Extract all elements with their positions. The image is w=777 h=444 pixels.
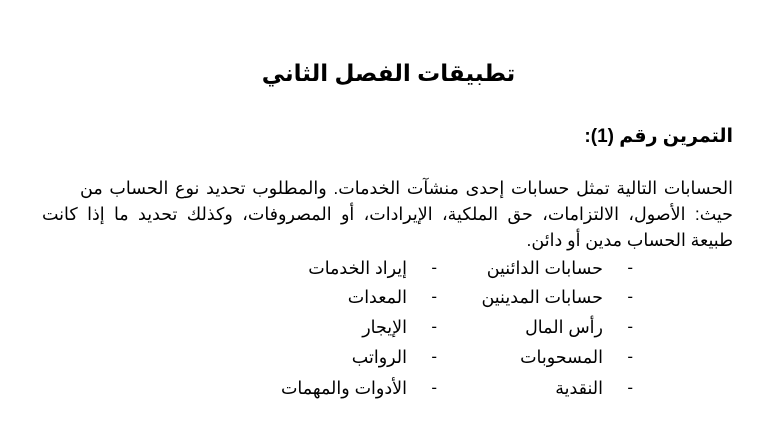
account-item: الرواتب xyxy=(351,347,407,367)
paragraph-line: الحسابات التالية تمثل حسابات إحدى منشآت الخدمات. والمطلوب تحديد نوع الحساب من xyxy=(80,178,733,198)
account-item: المعدات xyxy=(347,287,407,307)
bullet-dash: - xyxy=(431,317,437,336)
bullet-dash: - xyxy=(431,347,437,366)
account-row xyxy=(0,258,777,282)
account-row xyxy=(0,317,777,341)
bullet-dash: - xyxy=(431,287,437,306)
page-title: تطبيقات الفصل الثاني xyxy=(261,60,516,86)
account-row xyxy=(0,287,777,311)
paragraph-line: طبيعة الحساب مدين أو دائن. xyxy=(526,230,733,250)
paragraph-line: حيث: الأصول، الالتزامات، حق الملكية، الإيرادات، أو المصروفات، وكذلك تحديد ما إذا كانت xyxy=(42,204,733,224)
bullet-dash: - xyxy=(627,378,633,397)
account-item: الأدوات والمهمات xyxy=(280,378,407,398)
exercise-heading: التمرين رقم (1): xyxy=(584,126,733,147)
bullet-dash: - xyxy=(627,287,633,306)
account-row xyxy=(0,378,777,402)
account-item: النقدية xyxy=(555,378,603,398)
bullet-dash: - xyxy=(627,317,633,336)
account-item: الإيجار xyxy=(362,317,407,337)
bullet-dash: - xyxy=(431,258,437,277)
account-item: إيراد الخدمات xyxy=(308,258,407,278)
bullet-dash: - xyxy=(431,378,437,397)
account-item: المسحوبات xyxy=(520,347,603,367)
account-row xyxy=(0,347,777,371)
account-item: حسابات الدائنين xyxy=(486,258,603,278)
bullet-dash: - xyxy=(627,347,633,366)
account-item: رأس المال xyxy=(525,317,603,337)
bullet-dash: - xyxy=(627,258,633,277)
account-item: حسابات المدينين xyxy=(481,287,603,307)
